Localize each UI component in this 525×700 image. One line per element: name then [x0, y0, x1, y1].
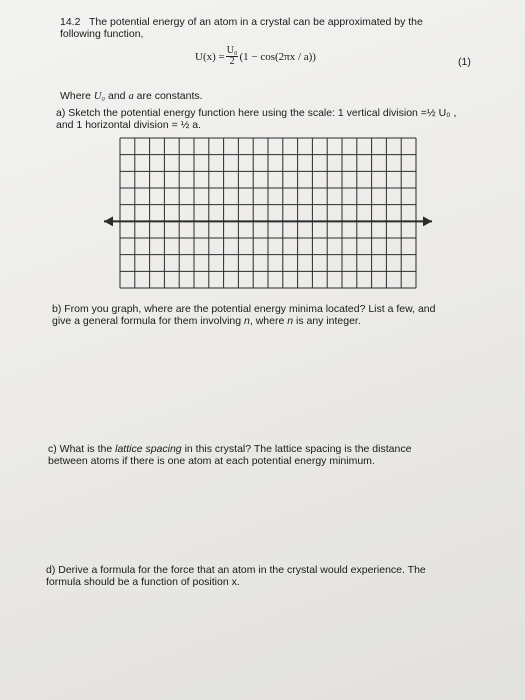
constant-u0: U₀ [93, 91, 106, 102]
part-b-line1: b) From you graph, where are the potential energy minima located? List a few, and [52, 303, 436, 315]
constants-prefix: Where [60, 90, 94, 102]
part-c-text-1: c) What is the [48, 443, 116, 455]
problem-intro-line1: The potential energy of an atom in a crystal can be approximated by the [89, 16, 423, 28]
constants-suffix: are constants. [133, 90, 203, 102]
problem-intro-line2: following function, [60, 28, 144, 40]
part-b-n-2: n [287, 315, 294, 327]
left-arrow-icon [104, 216, 113, 226]
part-b-n-1: n [244, 315, 250, 327]
right-arrow-icon [423, 216, 432, 226]
formula-fraction [226, 46, 239, 67]
part-c-line1 [48, 443, 411, 455]
part-c-text-2: in this crystal? The lattice spacing is the distance [181, 443, 412, 455]
part-b-text-2: , where [249, 315, 288, 327]
part-c-line2: between atoms if there is one atom at each potential energy minimum. [48, 455, 375, 467]
equation-number: (1) [458, 56, 471, 68]
sketch-grid [104, 138, 432, 288]
formula-frac-numerator: U₀ [226, 45, 238, 56]
part-a-line2: and 1 horizontal division = ½ a. [56, 119, 202, 131]
part-b-text-1: give a general formula for them involving [52, 315, 245, 327]
part-d-line1: d) Derive a formula for the force that an atom in the crystal would experience. The [46, 564, 426, 576]
sketch-grid-svg [104, 138, 432, 288]
part-b-text-3: is any integer. [293, 315, 361, 327]
constants-note [60, 90, 203, 103]
constant-a: a [128, 91, 134, 102]
part-d-line2: formula should be a function of position x. [46, 576, 240, 588]
potential-energy-formula [195, 46, 316, 67]
constants-and: and [105, 90, 129, 102]
part-b-line2 [52, 315, 361, 327]
formula-rhs: (1 − cos(2πx / a)) [239, 50, 316, 63]
part-c-term: lattice spacing [115, 443, 182, 455]
problem-number: 14.2 [60, 16, 81, 28]
problem-header [60, 16, 423, 28]
formula-frac-denominator: 2 [229, 56, 235, 67]
formula-lhs: U(x) = [195, 50, 225, 63]
part-a-line1: a) Sketch the potential energy function here using the scale: 1 vertical division =½ U₀ , [56, 107, 457, 119]
